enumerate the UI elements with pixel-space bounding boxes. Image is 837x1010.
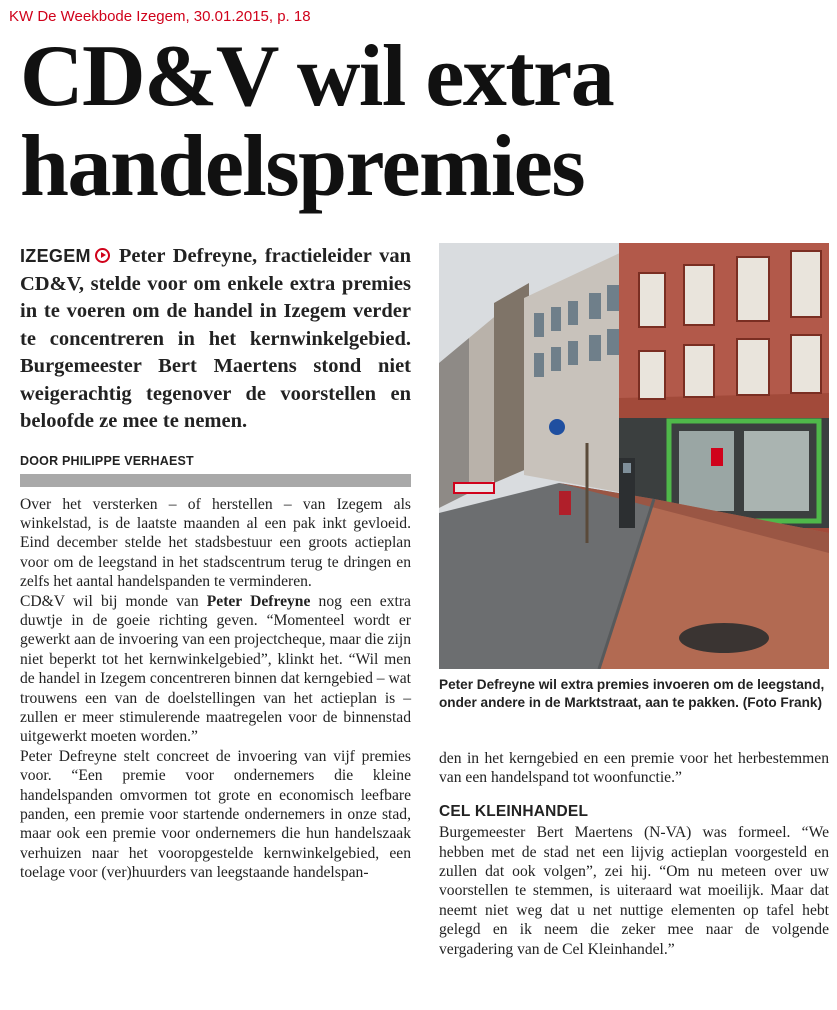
subheading: CEL KLEINHANDEL [439,802,589,820]
byline-divider [20,474,411,487]
body-paragraph-2 [20,592,411,747]
headline-line-1: CD&V wil extra [20,28,614,125]
headline-line-2: handelspremies [20,118,585,215]
lead-text: Peter Defreyne, fractieleider van CD&V, stelde voor om enkele extra premies in te voeren om de handel in Izegem verder te concentreren in het kernwinkelgebied. Burgemeester Bert Maertens stond niet weigerachtig tegenover de voorstellen en beloofde ze mee te nemen. [20,245,411,432]
right-column [439,749,829,959]
body-paragraph-1: Over het versterken – of herstellen – van Izegem als winkelstad, is de laatste maanden al een pak inkt gevloeid. Eind december stelde het stadsbestuur een groots actieplan voor om de leegstand in het stadscentrum terug te dringen en zelfs het aantal handelspanden te verminderen. [20,495,411,591]
source-line: KW De Weekbode Izegem, 30.01.2015, p. 18 [9,8,311,25]
body-right [439,749,829,959]
body-paragraph-3: Peter Defreyne stelt concreet de invoering van vijf premies voor. “Een premie voor ondernemers die kleine handelspanden omvormen tot grote en economisch leefbare panden, een premie voor startende ondernemers in onze stad, maar ook een premie voor ondernemers die hun handelszaak verhuizen naar het vooropgestelde kernwinkelgebied, een toelage voor (ver)huurders van leegstaande handelspan- [20,747,411,882]
lead-paragraph [20,243,411,436]
body-paragraph-2-rest: nog een extra duwtje in de goeie richting geven. “Momenteel wordt er gewerkt aan de invoering van een projectcheque, maar die zijn niet beperkt tot het kernwinkelgebied”, klinkt het. “Wil men de handel in Izegem concentreren binnen dat kerngebied – wat trouwens een van de doelstellingen van het actieplan is – zullen er meer stimulerende maatregelen voor de binnenstad uitgewerkt moeten worden.” [20,592,411,746]
arrow-circle-icon [95,248,110,263]
body-paragraph-3-continued: den in het kerngebied en een premie voor het herbestemmen van een handelspand tot woonfunctie.” [439,750,829,787]
body-paragraph-4: Burgemeester Bert Maertens (N-VA) was formeel. “We hebben met de stad net een lijvig actieplan voorgesteld en zullen dat ook volgen”, zei hij. “Om nu meteen over uw voorstellen te stemmen, is uiteraard wat moeilijk. Maar dat neemt niet weg dat u net nuttige elementen op tafel hebt gelegd en ik neem die zeker mee naar de volgende vergadering van de Cel Kleinhandel.” [439,824,829,958]
body-left [20,495,411,883]
street-photo [439,243,829,669]
lead-kicker: IZEGEM [20,246,91,266]
left-column [20,243,411,883]
photo-caption: Peter Defreyne wil extra premies invoeren om de leegstand, onder andere in de Marktstraat, aan te pakken. (Foto Frank) [439,677,825,710]
person-name: Peter Defreyne [206,592,311,610]
street-photo-illustration [439,243,829,669]
body-paragraph-2-start: CD&V wil bij monde van [20,592,199,610]
byline: DOOR PHILIPPE VERHAEST [20,453,194,468]
headline [20,28,820,215]
